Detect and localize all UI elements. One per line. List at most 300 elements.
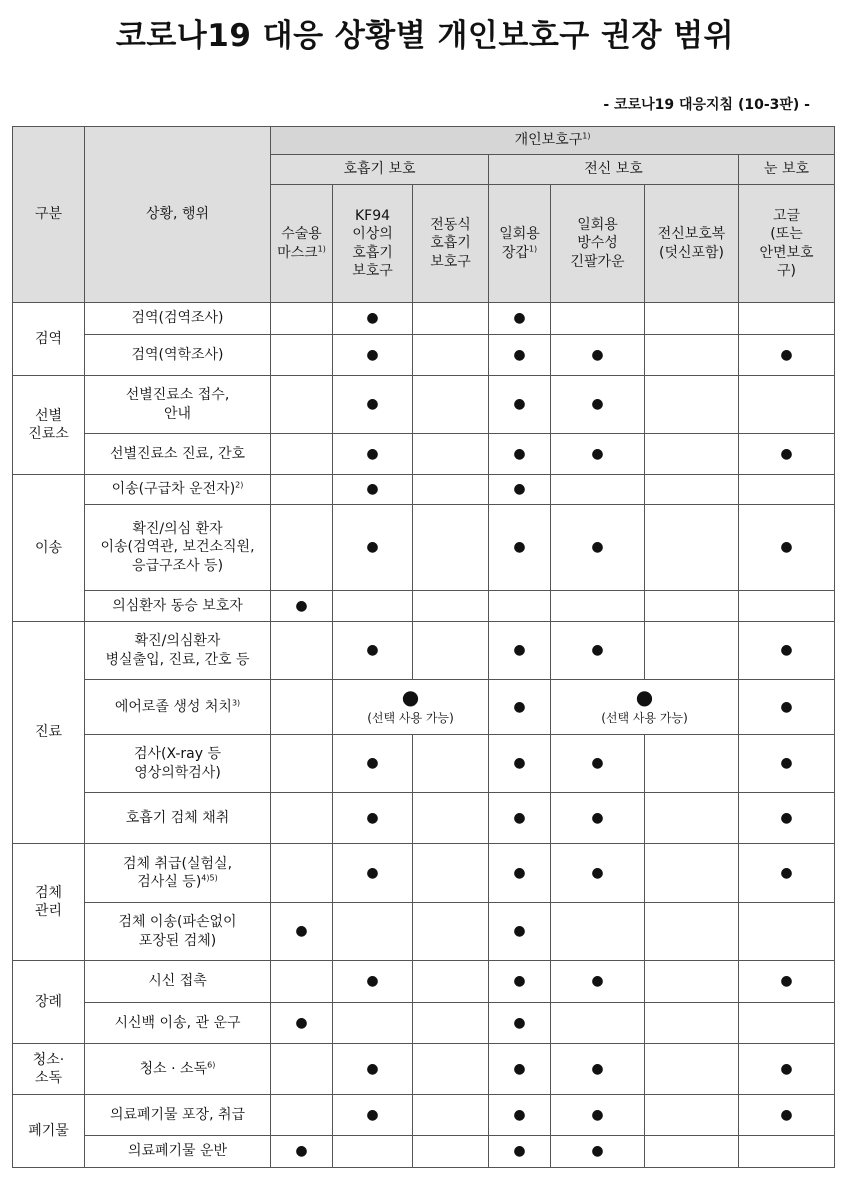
dot-mark: ● [780, 809, 793, 826]
ppe-cell [739, 434, 835, 475]
ppe-cell [333, 1044, 413, 1095]
dot-mark: ● [366, 396, 379, 413]
dot-mark: ● [591, 1060, 604, 1077]
ppe-cell [551, 335, 645, 376]
dot-mark: ● [366, 1060, 379, 1077]
ppe-cell [645, 335, 739, 376]
ppe-cell [489, 844, 551, 903]
cell-text-line: 장례 [34, 993, 63, 1010]
ppe-cell [333, 903, 413, 961]
ppe-cell [645, 434, 739, 475]
header-col-2 [413, 185, 489, 303]
situation-cell [85, 591, 271, 622]
ppe-cell [645, 591, 739, 622]
header-col-6 [739, 185, 835, 303]
ppe-cell [551, 1003, 645, 1044]
dot-mark: ● [591, 346, 604, 363]
ppe-cell [551, 376, 645, 434]
dot-mark: ● [591, 642, 604, 659]
table-row [13, 961, 835, 1003]
ppe-cell [739, 475, 835, 505]
ppe-cell [413, 591, 489, 622]
situation-cell [85, 1003, 271, 1044]
cell-text-line: 의료폐기물 포장, 취급 [109, 1106, 246, 1123]
dot-mark: ● [366, 445, 379, 462]
dot-mark: ● [513, 973, 526, 990]
ppe-cell [551, 622, 645, 680]
ppe-cell [645, 961, 739, 1003]
cell-text-line: 의료폐기물 운반 [127, 1143, 228, 1160]
situation-cell [85, 1095, 271, 1136]
situation-cell [85, 303, 271, 335]
dot-mark: ● [513, 396, 526, 413]
dot-mark: ● [591, 973, 604, 990]
ppe-cell [739, 735, 835, 793]
table-row [13, 793, 835, 844]
table-row [13, 335, 835, 376]
cell-text-line: 소독 [34, 1070, 63, 1086]
ppe-cell [271, 1044, 333, 1095]
ppe-cell [413, 961, 489, 1003]
situation-cell [85, 622, 271, 680]
ppe-cell [271, 434, 333, 475]
ppe-cell [271, 591, 333, 622]
header-row-ppe [13, 127, 835, 155]
situation-cell [85, 844, 271, 903]
cell-text-line: 응급구조사 등) [131, 557, 224, 574]
ppe-cell [551, 1136, 645, 1168]
dot-mark: ● [780, 698, 793, 715]
ppe-cell [489, 591, 551, 622]
cell-text-line: 장갑 [501, 244, 529, 261]
dot-mark: ● [780, 864, 793, 881]
cell-text-line: 검사실 등) [137, 874, 202, 890]
table-row [13, 735, 835, 793]
dot-mark: ● [513, 346, 526, 363]
dot-mark: ● [780, 445, 793, 462]
ppe-cell [551, 793, 645, 844]
footnote-marker: 6) [207, 1060, 216, 1070]
ppe-cell [645, 903, 739, 961]
cell-text-line: 병실출입, 진료, 간호 등 [105, 651, 250, 668]
dot-mark: ● [513, 698, 526, 715]
header-col-1 [333, 185, 413, 303]
footnote-marker: 4)5) [201, 873, 218, 883]
cell-text-line: KF94 [354, 208, 391, 225]
situation-cell [85, 1044, 271, 1095]
ppe-cell [489, 680, 551, 735]
dot-mark: ● [513, 1143, 526, 1160]
cell-text-line: 호흡기 검체 채취 [125, 809, 230, 826]
header-col-3 [489, 185, 551, 303]
ppe-cell [645, 1044, 739, 1095]
ppe-cell [645, 505, 739, 591]
cell-text-line: (덧신포함) [658, 244, 725, 261]
ppe-cell [645, 1003, 739, 1044]
ppe-cell [739, 793, 835, 844]
dot-mark: ● [591, 1143, 604, 1160]
table-row [13, 591, 835, 622]
ppe-cell [489, 1044, 551, 1095]
dot-mark: ● [401, 685, 420, 710]
ppe-cell [333, 1003, 413, 1044]
header-ppe [271, 127, 835, 155]
dot-mark: ● [591, 755, 604, 772]
cell-text-line: 수술용 [281, 226, 322, 243]
ppe-cell [551, 1044, 645, 1095]
ppe-cell [645, 376, 739, 434]
dot-mark: ● [513, 1106, 526, 1123]
dot-mark: ● [513, 642, 526, 659]
ppe-cell [489, 376, 551, 434]
cell-text-line: 에어로졸 생성 처치 [114, 698, 232, 715]
header-ppe-label: 개인보호구 [514, 132, 583, 149]
situation-cell [85, 793, 271, 844]
cell-text-line: 안내 [163, 405, 192, 422]
optional-bodysuit-cell [551, 680, 739, 735]
ppe-cell [413, 622, 489, 680]
dot-mark: ● [591, 864, 604, 881]
cell-text-line: 이송 [34, 539, 63, 556]
header-col-5 [645, 185, 739, 303]
ppe-cell [333, 505, 413, 591]
dot-mark: ● [513, 481, 526, 498]
ppe-cell [551, 434, 645, 475]
category-cell [13, 303, 85, 376]
dot-mark: ● [366, 1106, 379, 1123]
optional-note: (선택 사용 가능) [367, 711, 454, 726]
cell-text-line: 호흡기 [352, 244, 393, 261]
category-cell [13, 1095, 85, 1168]
ppe-table [12, 126, 835, 1168]
cell-text-line: 청소· [32, 1051, 65, 1068]
ppe-cell [413, 1044, 489, 1095]
ppe-cell [271, 680, 333, 735]
dot-mark: ● [780, 1060, 793, 1077]
cell-text-line: 검역 [34, 330, 63, 347]
situation-cell [85, 505, 271, 591]
ppe-cell [551, 961, 645, 1003]
dot-mark: ● [366, 642, 379, 659]
ppe-cell [551, 844, 645, 903]
cell-text-line: 이송(구급차 운전자) [111, 481, 236, 498]
ppe-cell [489, 475, 551, 505]
ppe-cell [739, 335, 835, 376]
footnote-marker: 3) [231, 698, 241, 708]
ppe-cell [551, 735, 645, 793]
dot-mark: ● [513, 923, 526, 940]
table-row [13, 434, 835, 475]
footnote-marker: 1) [317, 243, 326, 253]
header-group-2: 눈 보호 [739, 155, 835, 185]
ppe-cell [333, 793, 413, 844]
ppe-cell [271, 1095, 333, 1136]
ppe-cell [413, 335, 489, 376]
footnote-marker: 1) [582, 131, 591, 141]
dot-mark: ● [366, 973, 379, 990]
ppe-cell [739, 1044, 835, 1095]
cell-text-line: 전신보호복 [657, 226, 726, 243]
ppe-cell [271, 793, 333, 844]
cell-text-line: 선별 [34, 407, 63, 424]
header-category: 구분 [13, 127, 85, 303]
cell-text-line: 영상의학검사) [134, 764, 221, 781]
ppe-cell [645, 793, 739, 844]
dot-mark: ● [295, 1014, 308, 1031]
ppe-cell [333, 1095, 413, 1136]
table-row [13, 680, 835, 735]
dot-mark: ● [780, 973, 793, 990]
cell-text-line: 확진/의심 환자 [132, 521, 223, 538]
category-cell [13, 961, 85, 1044]
ppe-cell [413, 303, 489, 335]
cell-text-line: 마스크 [277, 244, 318, 261]
cell-text-line: 일회용 [499, 226, 540, 243]
cell-text-line: 보호구 [430, 253, 471, 270]
ppe-cell [489, 903, 551, 961]
ppe-cell [413, 844, 489, 903]
table-row [13, 1095, 835, 1136]
dot-mark: ● [591, 539, 604, 556]
cell-text-line: 확진/의심환자 [134, 633, 221, 650]
dot-mark: ● [780, 755, 793, 772]
ppe-cell [489, 1136, 551, 1168]
dot-mark: ● [780, 346, 793, 363]
ppe-cell [739, 591, 835, 622]
ppe-cell [489, 505, 551, 591]
ppe-cell [333, 376, 413, 434]
dot-mark: ● [366, 755, 379, 772]
ppe-cell [489, 622, 551, 680]
cell-text-line: 검역(역학조사) [131, 346, 224, 363]
ppe-cell [271, 505, 333, 591]
ppe-cell [333, 591, 413, 622]
cell-text-line: 안면보호 [759, 244, 814, 261]
ppe-cell [271, 376, 333, 434]
situation-cell [85, 475, 271, 505]
ppe-cell [333, 475, 413, 505]
ppe-cell [739, 505, 835, 591]
ppe-cell [739, 903, 835, 961]
dot-mark: ● [780, 539, 793, 556]
ppe-cell [645, 1136, 739, 1168]
cell-text-line: 호흡기 [430, 235, 471, 252]
ppe-cell [645, 844, 739, 903]
cell-text-line: 시신백 이송, 관 운구 [114, 1014, 241, 1031]
situation-cell [85, 376, 271, 434]
cell-text-line: 이송(검역관, 보건소직원, [100, 539, 255, 556]
ppe-cell [489, 1095, 551, 1136]
cell-text-line: 포장된 검체) [138, 932, 217, 949]
cell-text-line: 청소 · 소독 [139, 1060, 208, 1077]
cell-text-line: 진료 [34, 724, 63, 741]
ppe-cell [739, 1095, 835, 1136]
cell-text-line: 선별진료소 접수, [125, 387, 230, 404]
ppe-cell [271, 903, 333, 961]
source-note: - 코로나19 대응지침 (10-3판) - [603, 97, 810, 113]
category-cell [13, 376, 85, 475]
situation-cell [85, 434, 271, 475]
ppe-cell [645, 475, 739, 505]
header-situation: 상황, 행위 [85, 127, 271, 303]
ppe-cell [333, 735, 413, 793]
table-row [13, 505, 835, 591]
ppe-cell [413, 903, 489, 961]
table-row [13, 303, 835, 335]
dot-mark: ● [513, 539, 526, 556]
ppe-cell [413, 1095, 489, 1136]
cell-text-line: 진료소 [28, 426, 69, 442]
dot-mark: ● [366, 481, 379, 498]
dot-mark: ● [780, 642, 793, 659]
dot-mark: ● [513, 1060, 526, 1077]
ppe-cell [551, 303, 645, 335]
cell-text-line: 이상의 [352, 226, 393, 243]
cell-text-line: 구) [777, 262, 797, 279]
dot-mark: ● [366, 864, 379, 881]
category-cell [13, 475, 85, 622]
dot-mark: ● [366, 809, 379, 826]
ppe-cell [489, 303, 551, 335]
ppe-cell [739, 1003, 835, 1044]
dot-mark: ● [591, 1106, 604, 1123]
ppe-cell [413, 735, 489, 793]
table-row [13, 1003, 835, 1044]
header-col-0 [271, 185, 333, 303]
ppe-cell [333, 844, 413, 903]
dot-mark: ● [591, 445, 604, 462]
ppe-cell [551, 505, 645, 591]
ppe-cell [645, 303, 739, 335]
page-title: 코로나19 대응 상황별 개인보호구 권장 범위 [115, 18, 735, 54]
dot-mark: ● [513, 755, 526, 772]
dot-mark: ● [513, 445, 526, 462]
ppe-cell [271, 622, 333, 680]
situation-cell [85, 903, 271, 961]
cell-text-line: 일회용 [577, 217, 618, 234]
ppe-cell [489, 1003, 551, 1044]
ppe-cell [489, 434, 551, 475]
dot-mark: ● [591, 396, 604, 413]
ppe-cell [333, 303, 413, 335]
situation-cell [85, 735, 271, 793]
cell-text-line: 전동식 [430, 217, 471, 234]
ppe-cell [333, 335, 413, 376]
optional-respirator-cell [333, 680, 489, 735]
ppe-cell [489, 961, 551, 1003]
ppe-cell [739, 1136, 835, 1168]
footnote-marker: 1) [528, 243, 538, 253]
cell-text-line: 보호구 [352, 262, 393, 279]
dot-mark: ● [513, 864, 526, 881]
ppe-cell [413, 475, 489, 505]
ppe-cell [271, 303, 333, 335]
table-row [13, 844, 835, 903]
table-row [13, 903, 835, 961]
situation-cell [85, 680, 271, 735]
ppe-cell [333, 434, 413, 475]
ppe-cell [413, 1136, 489, 1168]
cell-text-line: 검체 [34, 884, 63, 901]
ppe-cell [413, 1003, 489, 1044]
dot-mark: ● [295, 1143, 308, 1160]
dot-mark: ● [513, 1014, 526, 1031]
ppe-cell [271, 335, 333, 376]
table-row [13, 1136, 835, 1168]
dot-mark: ● [635, 685, 654, 710]
category-cell [13, 622, 85, 844]
dot-mark: ● [366, 346, 379, 363]
ppe-cell [271, 475, 333, 505]
dot-mark: ● [295, 597, 308, 614]
category-cell [13, 1044, 85, 1095]
header-group-1: 전신 보호 [489, 155, 739, 185]
ppe-cell [739, 680, 835, 735]
ppe-cell [271, 1136, 333, 1168]
cell-text-line: 폐기물 [28, 1122, 69, 1139]
cell-text-line: 방수성 [577, 235, 618, 252]
dot-mark: ● [780, 1106, 793, 1123]
cell-text-line: 검체 취급(실험실, [122, 855, 233, 872]
cell-text-line: 시신 접촉 [148, 973, 207, 990]
ppe-cell [413, 793, 489, 844]
ppe-cell [271, 735, 333, 793]
ppe-cell [413, 376, 489, 434]
ppe-cell [271, 844, 333, 903]
dot-mark: ● [295, 923, 308, 940]
table-row [13, 1044, 835, 1095]
cell-text-line: 검사(X-ray 등 [133, 746, 222, 763]
cell-text-line: 검체 이송(파손없이 [118, 914, 237, 931]
table-row [13, 622, 835, 680]
ppe-cell [739, 376, 835, 434]
ppe-cell [489, 793, 551, 844]
ppe-cell [739, 303, 835, 335]
cell-text-line: 검역(검역조사) [131, 310, 224, 327]
table-row [13, 475, 835, 505]
situation-cell [85, 1136, 271, 1168]
cell-text-line: 의심환자 동승 보호자 [112, 597, 243, 614]
dot-mark: ● [366, 539, 379, 556]
ppe-cell [645, 1095, 739, 1136]
table-row [13, 376, 835, 434]
footnote-marker: 2) [235, 480, 244, 490]
header-group-0: 호흡기 보호 [271, 155, 489, 185]
situation-cell [85, 335, 271, 376]
ppe-cell [333, 1136, 413, 1168]
dot-mark: ● [591, 809, 604, 826]
ppe-cell [333, 961, 413, 1003]
dot-mark: ● [513, 310, 526, 327]
ppe-cell [489, 735, 551, 793]
ppe-cell [333, 622, 413, 680]
ppe-cell [271, 961, 333, 1003]
ppe-cell [739, 844, 835, 903]
ppe-cell [271, 1003, 333, 1044]
ppe-cell [551, 903, 645, 961]
situation-cell [85, 961, 271, 1003]
ppe-cell [551, 1095, 645, 1136]
optional-note: (선택 사용 가능) [601, 711, 688, 726]
cell-text-line: 고글 [773, 208, 801, 225]
header-col-4 [551, 185, 645, 303]
ppe-cell [739, 622, 835, 680]
ppe-cell [645, 622, 739, 680]
dot-mark: ● [513, 809, 526, 826]
cell-text-line: 선별진료소 진료, 간호 [109, 445, 246, 462]
dot-mark: ● [366, 310, 379, 327]
cell-text-line: 긴팔가운 [570, 253, 625, 270]
